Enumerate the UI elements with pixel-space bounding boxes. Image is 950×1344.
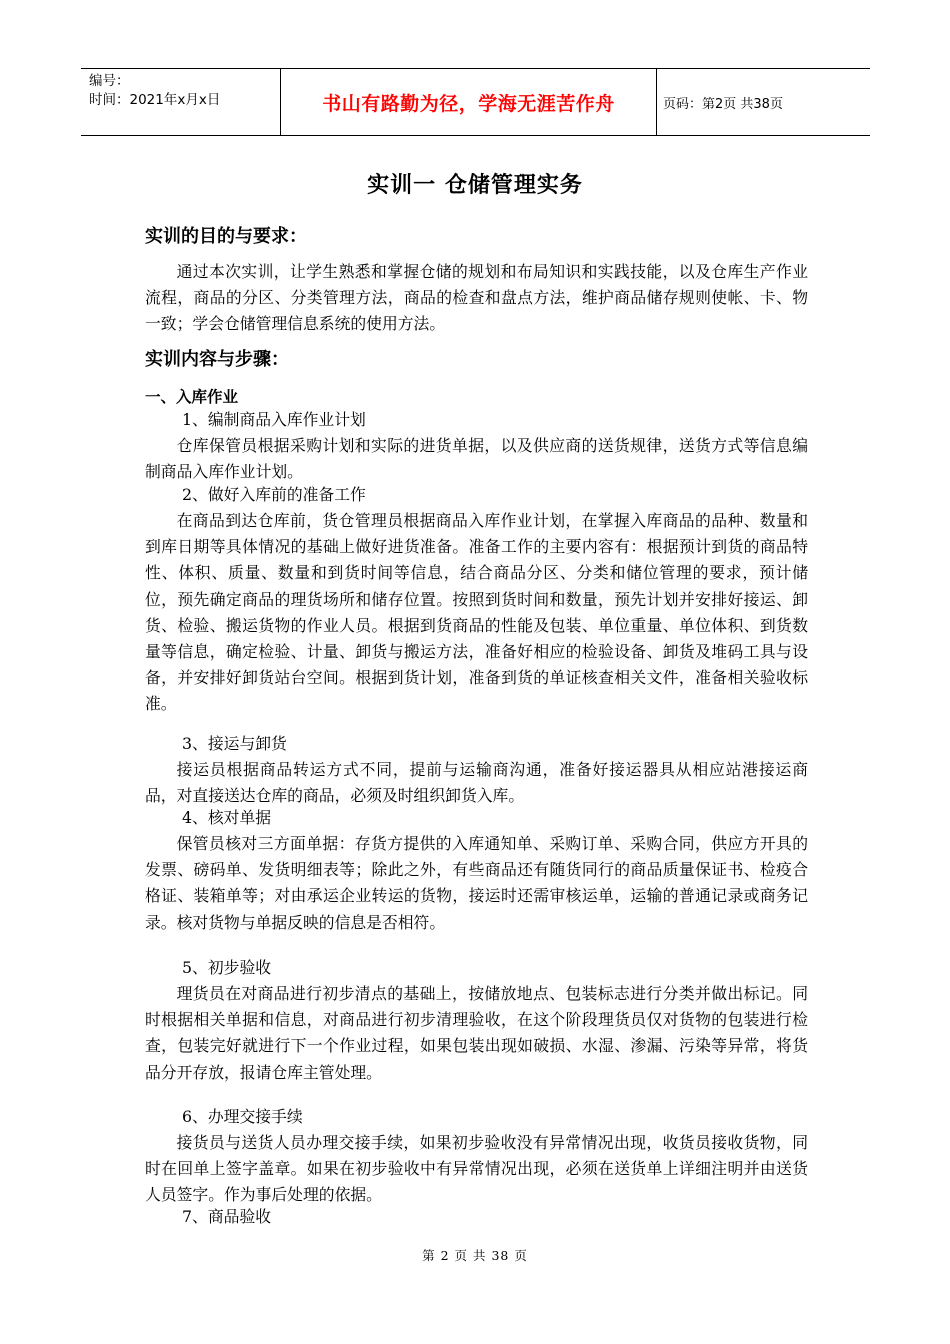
header-meta	[81, 69, 281, 135]
section-heading-goal: 实训的目的与要求：	[145, 226, 307, 247]
goal-paragraph: 通过本次实训，让学生熟悉和掌握仓储的规划和布局知识和实践技能，以及仓库生产作业流程，商品的分区、分类管理方法，商品的检查和盘点方法，维护商品储存规则使帐、卡、物一致；学会仓储管理信息系统的使用方法。	[145, 262, 808, 334]
page-header	[81, 68, 870, 136]
step-title: 2、做好入库前的准备工作	[182, 485, 366, 504]
step-paragraph: 在商品到达仓库前，货仓管理员根据商品入库作业计划，在掌握入库商品的品种、数量和到库日期等具体情况的基础上做好进货准备。准备工作的主要内容有：根据预计到货的商品特性、体积、质量、数量和到货时间等信息，结合商品分区、分类和储位管理的要求，预计储位，预先确定商品的理货场所和储存位置。按照到货时间和数量，预先计划并安排好接运、卸货、检验、搬运货物的作业人员。根据到货商品的性能及包装、单位重量、单位体积、到货数量等信息，确定检验、计量、卸货与搬运方法，准备好相应的检验设备、卸货及堆码工具与设备，并安排好卸货站台空间。根据到货计划，准备到货的单证核查相关文件，准备相关验收标准。	[145, 511, 808, 714]
step-title: 3、接运与卸货	[182, 734, 287, 753]
section-heading-content: 实训内容与步骤：	[145, 349, 289, 370]
header-page-info: 页码：第2页 共38页	[663, 96, 783, 112]
step-paragraph: 接货员与送货人员办理交接手续，如果初步验收没有异常情况出现，收货员接收货物，同时在回单上签字盖章。如果在初步验收中有异常情况出现，必须在送货单上详细注明并由送货人员签字。作为事后处理的依据。	[145, 1133, 808, 1205]
part-heading-inbound: 一、入库作业	[145, 388, 239, 406]
step-paragraph: 仓库保管员根据采购计划和实际的进货单据，以及供应商的送货规律，送货方式等信息编制商品入库作业计划。	[145, 436, 808, 482]
step-title: 4、核对单据	[182, 808, 272, 827]
page-footer: 第 2 页 共 38 页	[422, 1248, 528, 1263]
step-title: 6、办理交接手续	[182, 1107, 303, 1126]
step-paragraph: 保管员核对三方面单据：存货方提供的入库通知单、采购订单、采购合同，供应方开具的发票、磅码单、发货明细表等；除此之外，有些商品还有随货同行的商品质量保证书、检疫合格证、装箱单等；对由承运企业转运的货物，接运时还需审核运单，运输的普通记录或商务记录。核对货物与单据反映的信息是否相符。	[145, 834, 808, 932]
step-paragraph: 接运员根据商品转运方式不同，提前与运输商沟通，准备好接运器具从相应站港接运商品，对直接送达仓库的商品，必须及时组织卸货入库。	[145, 760, 808, 806]
document-date: 时间：2021年x月x日	[89, 92, 221, 108]
header-motto: 书山有路勤为径，学海无涯苦作舟	[281, 69, 657, 135]
document-title: 实训一 仓储管理实务	[367, 173, 583, 198]
step-title: 1、编制商品入库作业计划	[182, 410, 366, 429]
step-title: 5、初步验收	[182, 958, 272, 977]
step-title: 7、商品验收	[182, 1207, 272, 1226]
step-paragraph: 理货员在对商品进行初步清点的基础上，按储放地点、包装标志进行分类并做出标记。同时根据相关单据和信息，对商品进行初步清理验收，在这个阶段理货员仅对货物的包装进行检查，包装完好就进行下一个作业过程，如果包装出现如破损、水湿、渗漏、污染等异常，将货品分开存放，报请仓库主管处理。	[145, 984, 808, 1082]
document-number-label: 编号：	[89, 73, 130, 89]
